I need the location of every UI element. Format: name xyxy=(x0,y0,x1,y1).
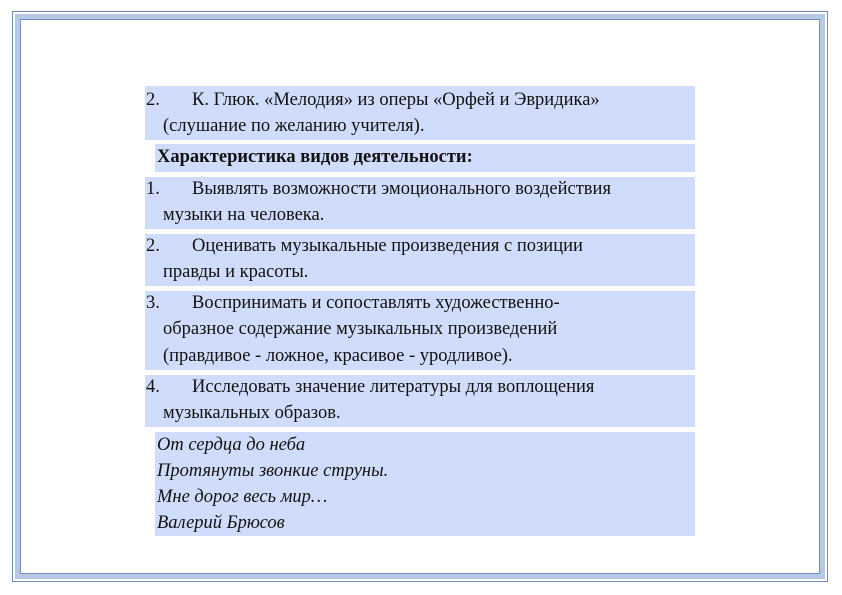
list-item-text: К. Глюк. «Мелодия» из оперы «Орфей и Эвридика» xyxy=(192,90,600,110)
poem-line: Протянуты звонкие струны. xyxy=(157,461,389,481)
activity-number: 1. xyxy=(146,179,160,199)
activity-text-cont: музыкальных образов. xyxy=(163,403,341,423)
poem-line: От сердца до неба xyxy=(157,435,306,455)
activity-text-cont: образное содержание музыкальных произведений xyxy=(163,319,558,339)
activity-number: 2. xyxy=(146,236,160,256)
activity-text-cont: правды и красоты. xyxy=(163,262,309,282)
activity-number: 3. xyxy=(146,293,160,313)
list-item-text-cont: (слушание по желанию учителя). xyxy=(163,116,425,136)
section-heading: Характеристика видов деятельности: xyxy=(157,147,473,167)
poem-line: Мне дорог весь мир… xyxy=(157,487,328,507)
activity-number: 4. xyxy=(146,377,160,397)
activity-text: Исследовать значение литературы для воплощения xyxy=(192,377,595,397)
activity-text: Воспринимать и сопоставлять художественно- xyxy=(192,293,560,313)
poem-author: Валерий Брюсов xyxy=(157,513,285,533)
activity-text-cont: (правдивое - ложное, красивое - уродливое). xyxy=(163,346,513,366)
activity-text-cont: музыки на человека. xyxy=(163,205,325,225)
activity-text: Оценивать музыкальные произведения с позиции xyxy=(192,236,583,256)
activity-text: Выявлять возможности эмоционального воздействия xyxy=(192,179,611,199)
list-item-number: 2. xyxy=(146,90,160,110)
